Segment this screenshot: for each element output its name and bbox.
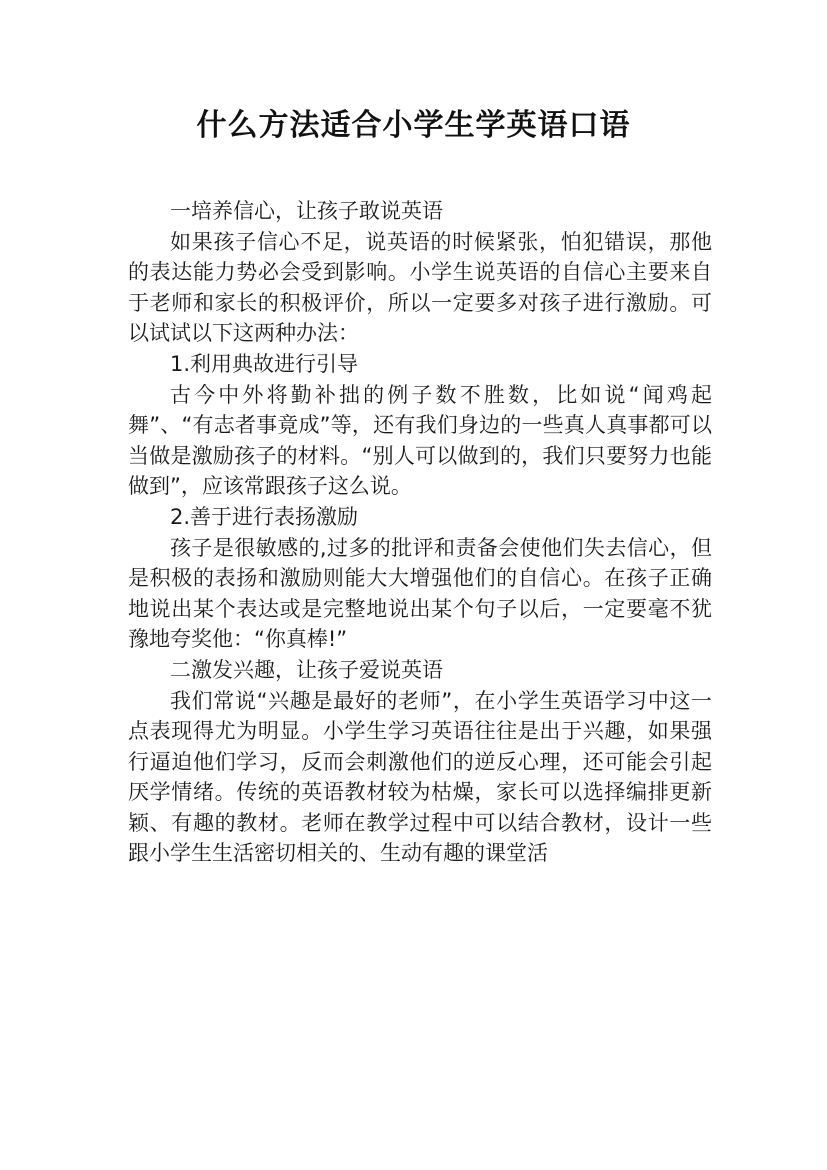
paragraph: 如果孩子信心不足，说英语的时候紧张，怕犯错误，那他的表达能力势必会受到影响。小学生说英语的自信心主要来自于老师和家长的积极评价，所以一定要多对孩子进行激励。可以试试以下这两种办法：: [128, 229, 712, 346]
paragraph: 孩子是很敏感的,过多的批评和责备会使他们失去信心，但是积极的表扬和激励则能大大增强他们的自信心。在孩子正确地说出某个表达或是完整地说出某个句子以后，一定要毫不犹豫地夸奖他：“你真棒!”: [128, 535, 712, 652]
section-heading: 一培养信心，让孩子敢说英语: [170, 199, 443, 223]
section-heading: 二激发兴趣，让孩子爱说英语: [170, 657, 443, 682]
subsection-heading: 1.利用典故进行引导: [170, 351, 359, 376]
paragraph: 我们常说“兴趣是最好的老师”，在小学生英语学习中这一点表现得尤为明显。小学生学习英语往往是出于兴趣，如果强行逼迫他们学习，反而会刺激他们的逆反心理，还可能会引起厌学情绪。传统的英语教材较为枯燥，家长可以选择编排更新颖、有趣的教材。老师在教学过程中可以结合教材，设计一些跟小学生生活密切相关的、生动有趣的课堂活: [128, 688, 712, 866]
paragraph: 古今中外将勤补拙的例子数不胜数，比如说“闻鸡起舞”、“有志者事竟成”等，还有我们身边的一些真人真事都可以当做是激励孩子的材料。“别人可以做到的，我们只要努力也能做到”，应该常跟孩子这么说。: [128, 382, 712, 499]
document-title: 什么方法适合小学生学英语口语: [196, 108, 631, 143]
subsection-heading: 2.善于进行表扬激励: [170, 504, 359, 529]
document-body: [128, 196, 712, 869]
